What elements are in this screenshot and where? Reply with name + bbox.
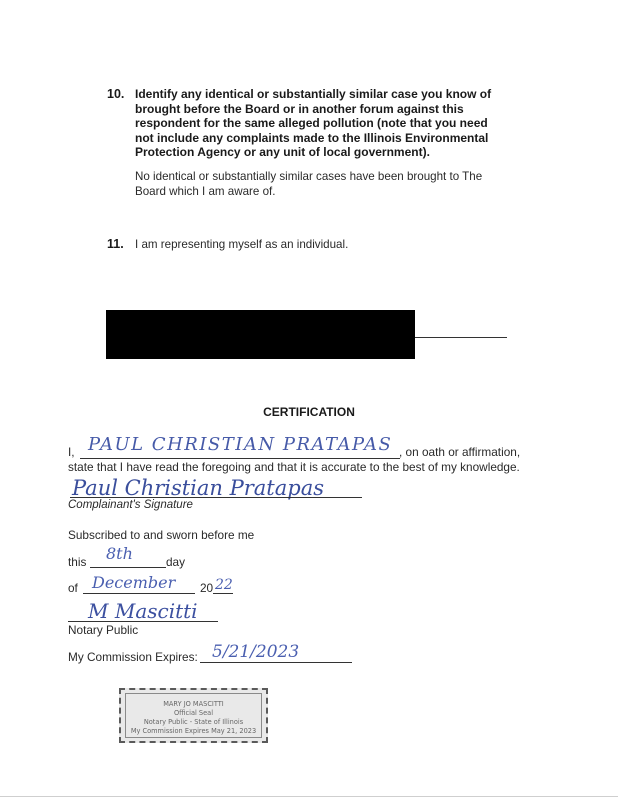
signature-line [70,497,362,498]
item-11-number: 11. [107,237,124,251]
name-line [80,458,400,459]
seal-line: Notary Public - State of Illinois [143,718,244,726]
item-10-question [135,87,515,160]
item-10-answer-line: Board which I am aware of. [135,184,276,198]
seal-line: Official Seal [173,709,214,717]
notary-seal [119,688,268,743]
seal-line: My Commission Expires May 21, 2023 [130,727,257,735]
year-prefix: 20 [200,581,214,595]
commission-label: My Commission Expires: [68,650,198,664]
i-prefix: I, [68,445,75,459]
handwritten-name: PAUL CHRISTIAN PRATAPAS [88,434,393,455]
oath-text: , on oath or affirmation, [399,445,521,459]
commission-line [200,662,352,663]
notary-label: Notary Public [68,623,139,637]
signature-label: Complainant's Signature [68,499,193,511]
this-label: this [68,555,87,569]
item-10-line: Protection Agency or any unit of local government). [135,145,430,160]
item-10-number: 10. [107,87,125,101]
year-suffix: 22 [215,577,233,593]
item-10-line: Identify any identical or substantially similar case you know of [135,87,492,101]
day-line [90,567,166,568]
notary-line [68,621,218,622]
day-label: day [166,555,186,569]
of-label: of [68,581,78,595]
state-line: state that I have read the foregoing and that it is accurate to the best of my knowledge. [68,460,520,474]
certification-title: CERTIFICATION [263,405,355,419]
item-10-line: respondent for the same alleged pollution (note that you need [135,116,488,131]
notary-signature: M Mascitti [88,599,198,623]
item-10-line: brought before the Board or in another forum against this [135,101,464,116]
complainant-signature: Paul Christian Pratapas [72,476,325,500]
item-10-answer [135,170,525,199]
seal-line: MARY JO MASCITTI [163,700,224,708]
day-value: 8th [106,544,133,563]
item-11-text: I am representing myself as an individual. [135,238,349,251]
redaction-signature-line [415,337,507,338]
item-10-answer-line: No identical or substantially similar cases have been brought to The [135,170,483,183]
item-10-line: not include any complaints made to the Illinois Environmental [135,130,489,145]
seal-text [125,693,262,738]
page-bottom-rule [0,796,618,797]
month-line [83,593,195,594]
year-line [213,593,233,594]
month-value: December [92,573,176,592]
subscribed-text: Subscribed to and sworn before me [68,528,255,542]
commission-date: 5/21/2023 [212,642,300,662]
redaction-block [106,310,415,359]
